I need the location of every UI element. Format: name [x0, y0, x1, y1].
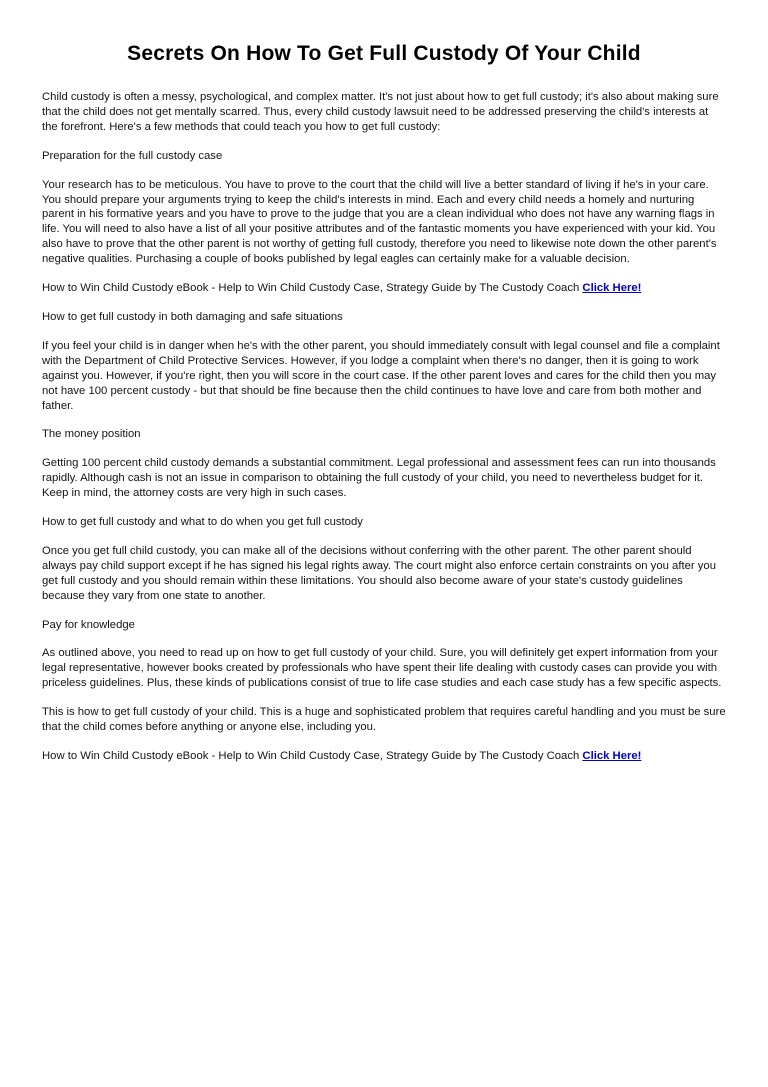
paragraph-read-up: As outlined above, you need to read up on how to get full custody of your child. Sure, you will definitely get expert information from your legal representative, however books created by professionals who have spent their life dealing with custody cases can provide you with priceless guidelines. Plus, these kinds of publications consist of true to life case studies and each case study has a few specific aspects. — [42, 647, 722, 690]
subheading-what-to-do: How to get full custody and what to do when you get full custody — [42, 516, 363, 529]
click-here-link-2[interactable]: Click Here! — [582, 750, 642, 762]
subheading-pay-for-knowledge: Pay for knowledge — [42, 618, 135, 631]
paragraph-ebook-promo-1 — [42, 281, 726, 296]
page-title: Secrets On How To Get Full Custody Of Your Child — [127, 42, 641, 65]
subheading-damaging-safe-situations: How to get full custody in both damaging and safe situations — [42, 310, 343, 323]
paragraph-danger-complaint: If you feel your child is in danger when he's with the other parent, you should immediately consult with legal counsel and file a complaint with the Department of Child Protective Services. However, if you lodge a complaint when there's no danger, then it is going to work against you. However, if you're right, then you will score in the court case. If the other parent loves and cares for the child then you may not have 100 percent custody - but that should be fine because then the child continues to have love and care from both mother and father. — [42, 339, 720, 412]
subheading-money-position: The money position — [42, 428, 141, 441]
subheading-preparation: Preparation for the full custody case — [42, 149, 223, 162]
paragraph-ebook-promo-2 — [42, 749, 726, 764]
paragraph-intro: Child custody is often a messy, psychological, and complex matter. It's not just about how to get full custody; it's also about making sure that the child does not get mentally scarred. Thus, every child custody lawsuit need to be addressed preserving the child's interests at the forefront. Here's a few methods that could teach you how to get full custody: — [42, 91, 719, 133]
click-here-link-1[interactable]: Click Here! — [582, 282, 642, 295]
ebook-promo-text-2: How to Win Child Custody eBook - Help to Win Child Custody Case, Strategy Guide by The Custody Coach — [42, 750, 580, 762]
paragraph-conclusion: This is how to get full custody of your child. This is a huge and sophisticated problem that requires careful handling and you must be sure that the child comes before anything or anyone else, including you. — [42, 706, 726, 734]
paragraph-research: Your research has to be meticulous. You have to prove to the court that the child will live a better standard of living if he's in your care. You should prepare your arguments trying to keep the child's interests in mind. Each and every child needs a homely and nurturing parent in his formative years and you have to prove to the judge that you are a clean individual who does not have any warning flags in life. You will need to also have a list of all your positive attributes and of the fantastic moments you have experienced with your kid. You also have to prove that the other parent is not worthy of getting full custody, therefore you need to likewise note down the other parent's negative qualities. Purchasing a couple of books published by legal eagles can certainly make for a valuable decision. — [42, 178, 717, 266]
paragraph-decisions: Once you get full child custody, you can make all of the decisions without conferring with the other parent. The other parent should always pay child support except if he has signed his legal rights away. The court might also enforce certain constraints on you after you get full custody and you should remain within these limitations. You should also become aware of your state's custody guidelines because they vary from one state to another. — [42, 544, 716, 602]
paragraph-costs: Getting 100 percent child custody demands a substantial commitment. Legal professional and assessment fees can run into thousands rapidly. Although cash is not an issue in comparison to obtaining the full custody of your child, you need to nevertheless budget for it. Keep in mind, the attorney costs are very high in such cases. — [42, 457, 716, 500]
ebook-promo-text-1: How to Win Child Custody eBook - Help to Win Child Custody Case, Strategy Guide by The Custody Coach — [42, 282, 580, 295]
